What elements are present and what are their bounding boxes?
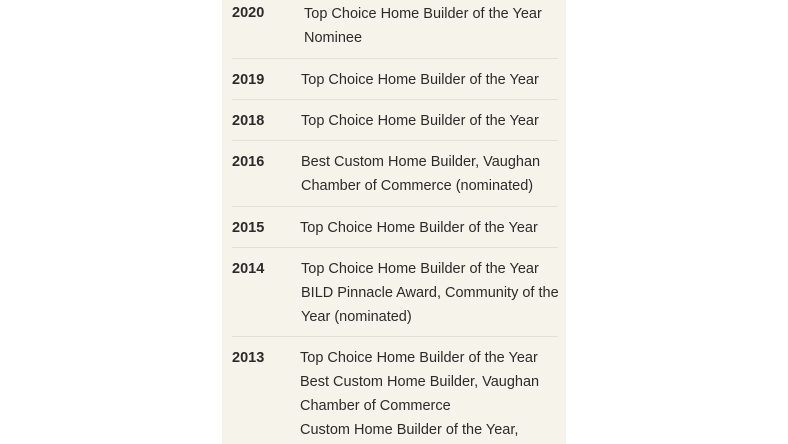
award-row-2020 bbox=[232, 0, 558, 59]
award-title-line: Year (nominated) bbox=[301, 309, 412, 325]
award-title-line: Top Choice Home Builder of the Year bbox=[304, 6, 542, 22]
award-year: 2020 bbox=[232, 5, 265, 21]
award-year: 2014 bbox=[232, 261, 265, 277]
award-titles bbox=[300, 346, 539, 442]
award-titles bbox=[300, 216, 538, 240]
award-title-line: Top Choice Home Builder of the Year bbox=[300, 350, 538, 366]
award-title-line: Best Custom Home Builder, Vaughan bbox=[301, 154, 541, 170]
award-row-2016 bbox=[232, 141, 558, 207]
award-title-line: Chamber of Commerce bbox=[300, 398, 451, 414]
award-titles bbox=[301, 109, 539, 133]
award-title-line: Custom Home Builder of the Year, bbox=[300, 422, 519, 438]
award-year: 2015 bbox=[232, 220, 265, 236]
award-titles bbox=[301, 257, 559, 329]
award-titles bbox=[301, 68, 539, 92]
award-title-line: Top Choice Home Builder of the Year bbox=[301, 261, 539, 277]
award-titles bbox=[304, 2, 542, 50]
award-titles bbox=[301, 150, 540, 198]
award-title-line: Top Choice Home Builder of the Year bbox=[301, 113, 539, 129]
awards-list bbox=[232, 0, 558, 444]
award-title-line: Chamber of Commerce (nominated) bbox=[301, 178, 534, 194]
award-row-2019 bbox=[232, 59, 558, 100]
award-row-2013 bbox=[232, 337, 558, 444]
award-title-line: BILD Pinnacle Award, Community of the bbox=[301, 285, 559, 301]
award-title-line: Best Custom Home Builder, Vaughan bbox=[300, 374, 540, 390]
award-year: 2013 bbox=[232, 350, 265, 366]
award-year: 2019 bbox=[232, 72, 265, 88]
award-row-2015 bbox=[232, 207, 558, 248]
award-row-2018 bbox=[232, 100, 558, 141]
award-title-line: Top Choice Home Builder of the Year bbox=[301, 72, 539, 88]
award-row-2014 bbox=[232, 248, 558, 337]
award-title-line: Top Choice Home Builder of the Year bbox=[300, 220, 538, 236]
award-title-line: Nominee bbox=[304, 30, 363, 46]
award-year: 2018 bbox=[232, 113, 265, 129]
awards-panel bbox=[222, 0, 566, 444]
award-year: 2016 bbox=[232, 154, 265, 170]
